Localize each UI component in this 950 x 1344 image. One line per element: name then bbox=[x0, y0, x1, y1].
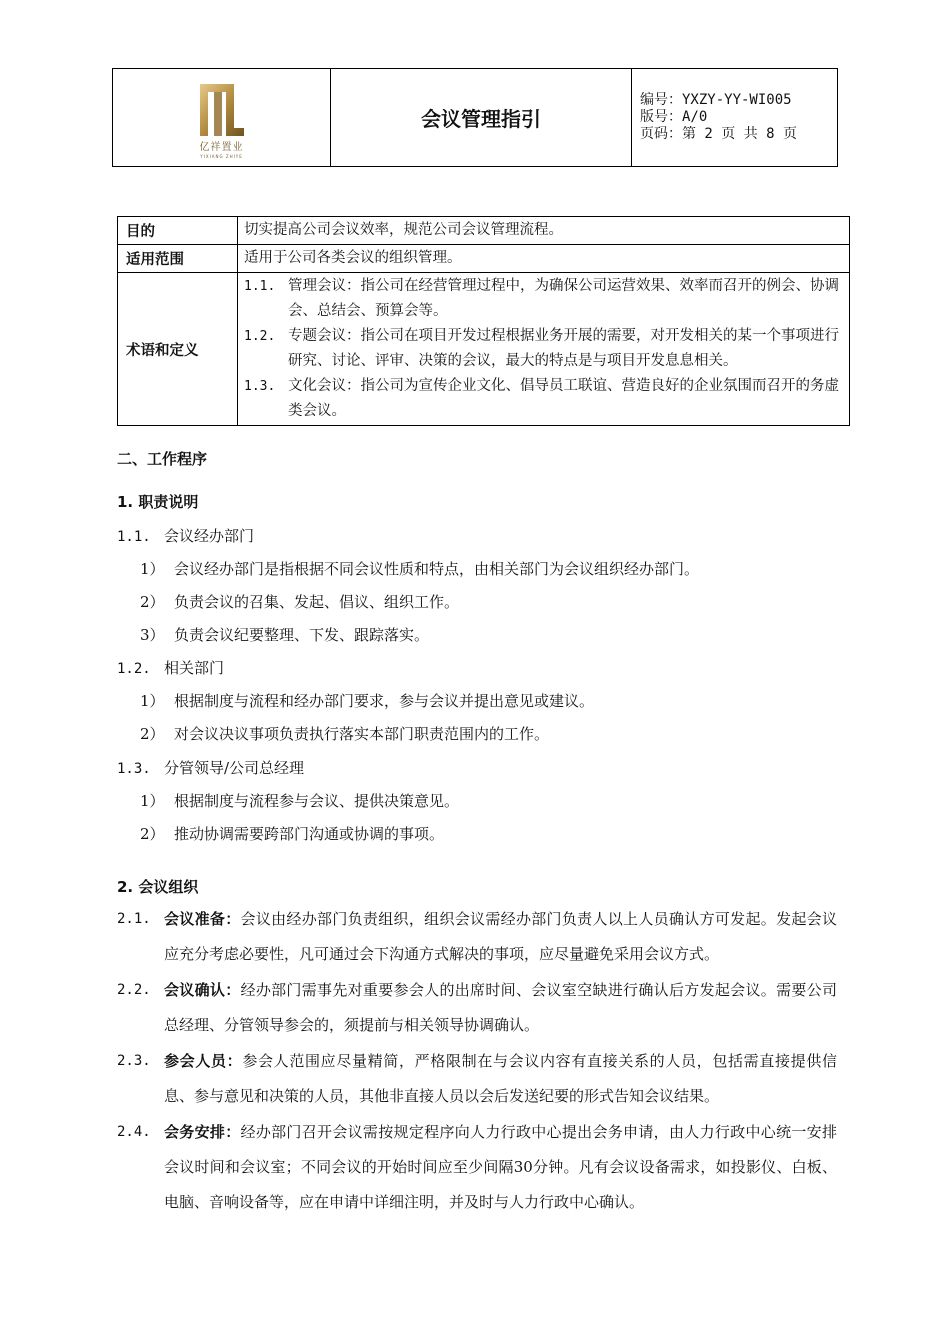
terms-value bbox=[238, 273, 850, 426]
paragraph-number: 2.3. bbox=[117, 1053, 151, 1069]
list-item bbox=[140, 823, 444, 844]
list-item bbox=[140, 690, 594, 711]
purpose-row bbox=[118, 217, 850, 245]
list-item bbox=[140, 558, 699, 579]
term-number: 1.3. bbox=[244, 379, 276, 394]
clause-heading bbox=[117, 757, 304, 778]
item-number: 3） bbox=[140, 626, 165, 644]
item-text: 根据制度与流程和经办部门要求，参与会议并提出意见或建议。 bbox=[174, 692, 595, 710]
term-item bbox=[244, 274, 843, 324]
list-item bbox=[140, 790, 459, 811]
scope-label: 适用范围 bbox=[118, 245, 238, 273]
logo-text: 亿祥置业 bbox=[199, 141, 244, 153]
paragraph-label: 参会人员： bbox=[164, 1052, 243, 1070]
logo-cell bbox=[113, 69, 331, 167]
scope-row bbox=[118, 245, 850, 273]
doc-page: 页码：第 2 页 共 8 页 bbox=[640, 126, 798, 142]
paragraph-label: 会议准备： bbox=[164, 910, 241, 928]
list-item bbox=[140, 624, 429, 645]
clause-heading bbox=[117, 657, 224, 678]
term-text: 专题会议：指公司在项目开发过程根据业务开展的需要，对开发相关的某一个事项进行研究、讨论、评审、决策的会议，最大的特点是与项目开发息息相关。 bbox=[288, 328, 839, 369]
paragraph-text: 参会人范围应尽量精简，严格限制在与会议内容有直接关系的人员，包括需直接提供信息、参与意见和决策的人员，其他非直接人员以会后发送纪要的形式告知会议结果。 bbox=[164, 1052, 837, 1105]
clause-text: 分管领导/公司总经理 bbox=[164, 759, 305, 777]
logo-mark-icon bbox=[194, 78, 250, 142]
term-text: 管理会议：指公司在经营管理过程中，为确保公司运营效果、效率而召开的例会、协调会、总结会、预算会等。 bbox=[288, 278, 839, 319]
item-text: 负责会议纪要整理、下发、跟踪落实。 bbox=[174, 626, 430, 644]
document-header bbox=[112, 68, 838, 167]
clause-heading bbox=[117, 525, 254, 546]
subsection-title: 1. 职责说明 bbox=[117, 493, 199, 511]
paragraph-number: 2.2. bbox=[117, 982, 151, 998]
list-item bbox=[140, 591, 459, 612]
document-meta bbox=[632, 69, 838, 167]
logo-subtext: YIXIANG ZHIYE bbox=[200, 153, 243, 159]
clause-text: 相关部门 bbox=[164, 659, 225, 677]
clause-number: 1.3. bbox=[117, 761, 151, 777]
term-item bbox=[244, 374, 843, 424]
paragraph-text: 会议由经办部门负责组织，组织会议需经办部门负责人以上人员确认方可发起。发起会议应充分考虑必要性，凡可通过会下沟通方式解决的事项，应尽量避免采用会议方式。 bbox=[164, 910, 837, 963]
doc-number: 编号：YXZY-YY-WI005 bbox=[640, 92, 792, 108]
term-number: 1.1. bbox=[244, 279, 276, 294]
terms-label: 术语和定义 bbox=[118, 273, 238, 426]
purpose-value: 切实提高公司会议效率，规范公司会议管理流程。 bbox=[238, 217, 850, 245]
item-text: 负责会议的召集、发起、倡议、组织工作。 bbox=[174, 593, 460, 611]
paragraph-number: 2.1. bbox=[117, 911, 151, 927]
scope-value: 适用于公司各类会议的组织管理。 bbox=[238, 245, 850, 273]
info-table bbox=[117, 216, 850, 426]
clause-text: 会议经办部门 bbox=[164, 527, 255, 545]
item-text: 根据制度与流程参与会议、提供决策意见。 bbox=[174, 792, 460, 810]
paragraph-text: 经办部门需事先对重要参会人的出席时间、会议室空缺进行确认后方发起会议。需要公司总经理、分管领导参会的，须提前与相关领导协调确认。 bbox=[164, 981, 837, 1034]
item-number: 1） bbox=[140, 792, 165, 810]
item-number: 2） bbox=[140, 825, 165, 843]
section-title: 二、工作程序 bbox=[117, 450, 208, 468]
paragraph bbox=[117, 1115, 837, 1220]
company-logo bbox=[172, 78, 272, 159]
doc-version: 版号：A/0 bbox=[640, 109, 708, 125]
term-item bbox=[244, 324, 843, 374]
item-text: 推动协调需要跨部门沟通或协调的事项。 bbox=[174, 825, 445, 843]
paragraph bbox=[117, 973, 837, 1043]
paragraph-number: 2.4. bbox=[117, 1124, 151, 1140]
purpose-label: 目的 bbox=[118, 217, 238, 245]
item-number: 2） bbox=[140, 593, 165, 611]
terms-row bbox=[118, 273, 850, 426]
subsection-title: 2. 会议组织 bbox=[117, 878, 199, 896]
term-number: 1.2. bbox=[244, 329, 276, 344]
term-text: 文化会议：指公司为宣传企业文化、倡导员工联谊、营造良好的企业氛围而召开的务虚类会议。 bbox=[288, 378, 839, 419]
paragraph-label: 会务安排： bbox=[164, 1123, 241, 1141]
document-title: 会议管理指引 bbox=[331, 69, 632, 167]
paragraph-text: 经办部门召开会议需按规定程序向人力行政中心提出会务申请，由人力行政中心统一安排会议时间和会议室；不同会议的开始时间应至少间隔30分钟。凡有会议设备需求，如投影仪、白板、电脑、音响设备等，应在申请中详细注明，并及时与人力行政中心确认。 bbox=[164, 1123, 837, 1211]
list-item bbox=[140, 723, 549, 744]
paragraph-label: 会议确认： bbox=[164, 981, 241, 999]
clause-number: 1.1. bbox=[117, 529, 151, 545]
item-number: 1） bbox=[140, 560, 165, 578]
item-text: 会议经办部门是指根据不同会议性质和特点，由相关部门为会议组织经办部门。 bbox=[174, 560, 700, 578]
item-text: 对会议决议事项负责执行落实本部门职责范围内的工作。 bbox=[174, 725, 550, 743]
item-number: 1） bbox=[140, 692, 165, 710]
item-number: 2） bbox=[140, 725, 165, 743]
paragraph bbox=[117, 1044, 837, 1114]
paragraph bbox=[117, 902, 837, 972]
clause-number: 1.2. bbox=[117, 661, 151, 677]
